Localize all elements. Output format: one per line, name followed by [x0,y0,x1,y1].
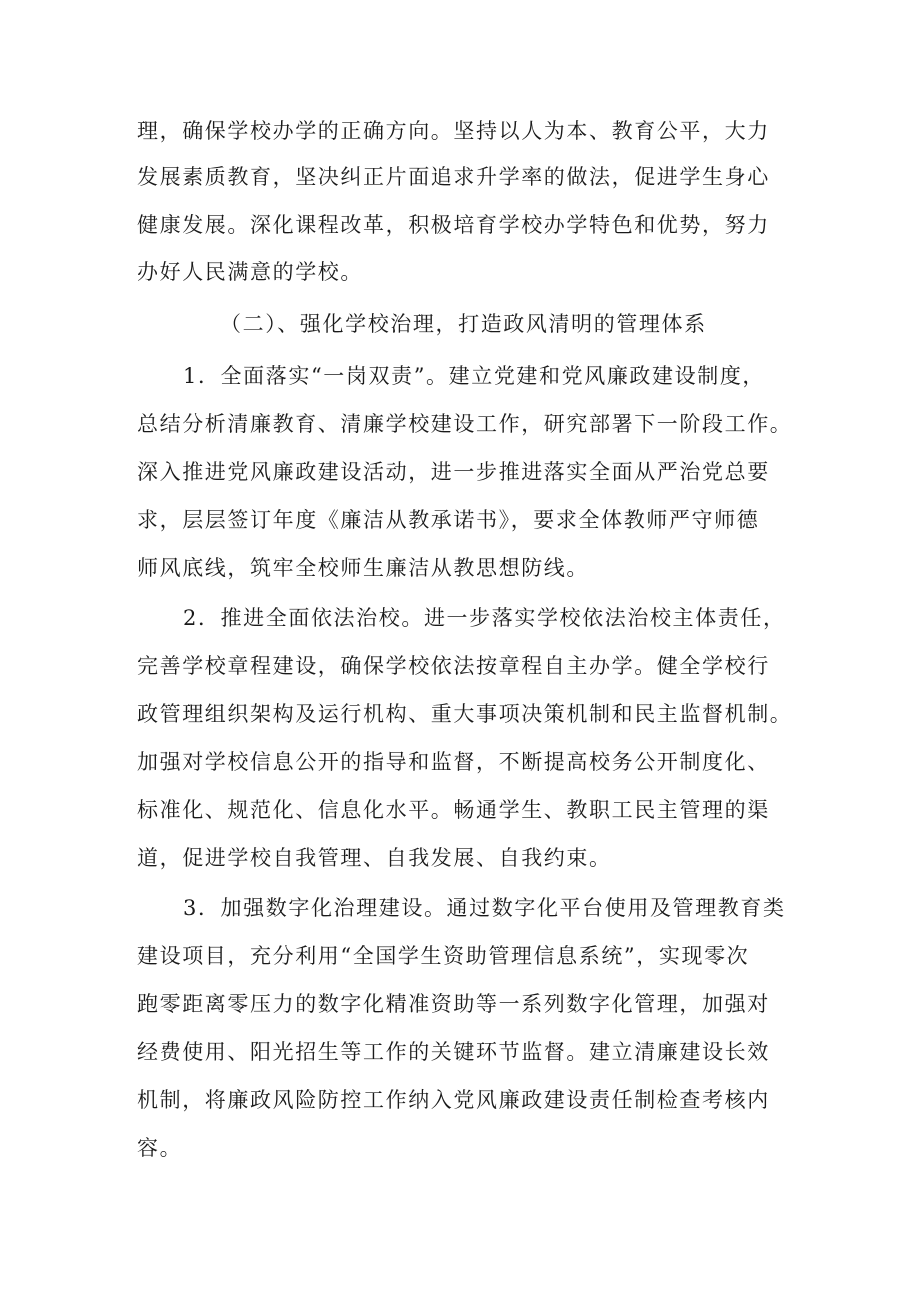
text-line: 完善学校章程建设，确保学校依法按章程自主办学。健全学校行 [137,654,770,678]
text-line: 容。 [137,1136,183,1160]
text-line: 深入推进党风廉政建设活动，进一步推进落实全面从严治党总要 [137,460,770,484]
text-line: 道，促进学校自我管理、自我发展、自我约束。 [137,846,612,870]
text-line: 发展素质教育，坚决纠正片面追求升学率的做法，促进学生身心 [137,165,770,189]
paragraph-first-line: 1．全面落实“一岗双责”。建立党建和党风廉政建设制度， [183,364,766,388]
text-line: 跑零距离零压力的数字化精准资助等一系列数字化管理，加强对 [137,992,770,1016]
text-line: 健康发展。深化课程改革，积极培育学校办学特色和优势，努力 [137,213,770,237]
text-line: 求，层层签订年度《廉洁从教承诺书》，要求全体教师严守师德 [137,508,760,532]
text-line: 机制，将廉政风险防控工作纳入党风廉政建设责任制检查考核内 [137,1088,770,1112]
text-line: 标准化、规范化、信息化水平。畅通学生、教职工民主管理的渠 [137,798,770,822]
paragraph-first-line: 2．推进全面依法治校。进一步落实学校依法治校主体责任， [183,606,786,630]
text-line: 总结分析清廉教育、清廉学校建设工作，研究部署下一阶段工作。 [137,412,793,436]
text-line: 建设项目，充分利用“全国学生资助管理信息系统”，实现零次 [137,944,750,968]
section-heading: （二）、强化学校治理，打造政风清明的管理体系 [220,312,707,336]
text-line: 师风底线，筑牢全校师生廉洁从教思想防线。 [137,556,589,580]
text-line: 理，确保学校办学的正确方向。坚持以人为本、教育公平，大力 [137,119,770,143]
text-line: 办好人民满意的学校。 [137,260,363,284]
text-line: 政管理组织架构及运行机构、重大事项决策机制和民主监督机制。 [137,702,793,726]
text-line: 加强对学校信息公开的指导和监督，不断提高校务公开制度化、 [137,750,770,774]
paragraph-first-line: 3．加强数字化治理建设。通过数字化平台使用及管理教育类 [183,896,786,920]
text-line: 经费使用、阳光招生等工作的关键环节监督。建立清廉建设长效 [137,1040,770,1064]
